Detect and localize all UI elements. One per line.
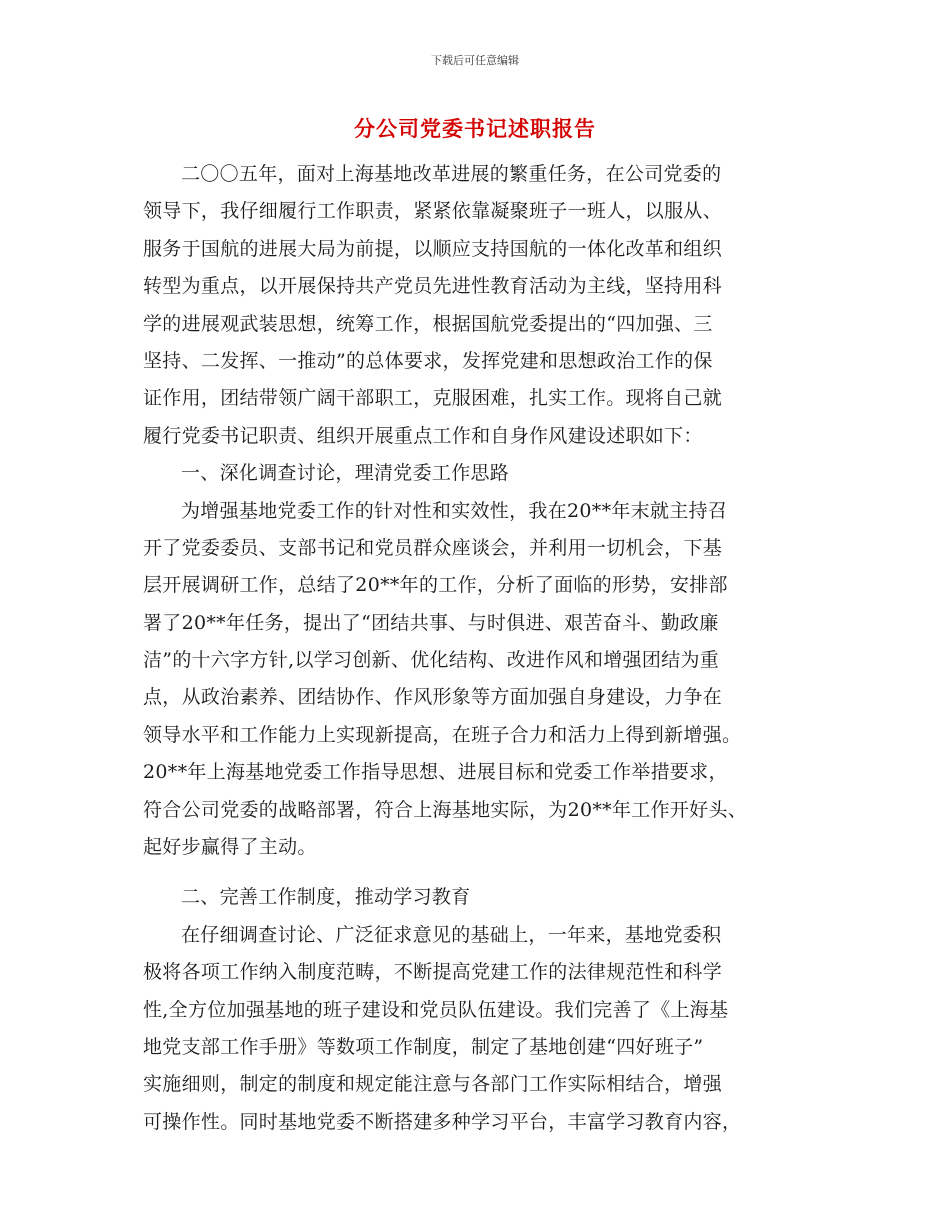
paragraph-line: 证作用，团结带领广阔干部职工，克服困难，扎实工作。现将自己就 bbox=[143, 387, 723, 410]
paragraph-line: 在仔细调查讨论、广泛征求意见的基础上，一年来，基地党委积 bbox=[181, 923, 722, 946]
paragraph-line: 符合公司党委的战略部署，符合上海基地实际，为20**年工作开好头、 bbox=[143, 798, 748, 821]
paragraph-line: 领导下，我仔细履行工作职责，紧紧依靠凝聚班子一班人，以服从、 bbox=[143, 200, 723, 223]
paragraph-line: 开了党委委员、支部书记和党员群众座谈会，并利用一切机会，下基 bbox=[143, 536, 723, 559]
paragraph-line: 洁”的十六字方针,以学习创新、优化结构、改进作风和增强团结为重 bbox=[143, 649, 720, 672]
paragraph-line: 性,全方位加强基地的班子建设和党员队伍建设。我们完善了《上海基 bbox=[143, 998, 729, 1021]
paragraph-line: 地党支部工作手册》等数项工作制度，制定了基地创建“四好班子” bbox=[143, 1035, 704, 1058]
paragraph-line: 实施细则，制定的制度和规定能注意与各部门工作实际相结合，增强 bbox=[143, 1073, 723, 1096]
paragraph-line: 20**年上海基地党委工作指导思想、进展目标和党委工作举措要求， bbox=[143, 761, 728, 784]
paragraph-line: 二〇〇五年，面对上海基地改革进展的繁重任务，在公司党委的 bbox=[181, 163, 722, 185]
paragraph-line: 起好步赢得了主动。 bbox=[143, 836, 317, 859]
paragraph-line: 点，从政治素养、团结协作、作风形象等方面加强自身建设，力争在 bbox=[143, 686, 723, 709]
paragraph-line: 服务于国航的进展大局为前提，以顺应支持国航的一体化改革和组织 bbox=[143, 237, 723, 260]
document-title: 分公司党委书记述职报告 bbox=[354, 116, 596, 141]
paragraph-line: 极将各项工作纳入制度范畴，不断提高党建工作的法律规范性和科学 bbox=[143, 961, 723, 984]
section-heading-2: 二、完善工作制度，推动学习教育 bbox=[181, 886, 471, 909]
header-note: 下载后可任意编辑 bbox=[431, 54, 519, 67]
paragraph-line: 层开展调研工作，总结了20**年的工作，分析了面临的形势，安排部 bbox=[143, 574, 728, 597]
paragraph-line: 为增强基地党委工作的针对性和实效性，我在20**年末就主持召 bbox=[181, 499, 728, 522]
paragraph-line: 转型为重点，以开展保持共产党员先进性教育活动为主线，坚持用科 bbox=[143, 275, 723, 298]
paragraph-line: 履行党委书记职责、组织开展重点工作和自身作风建设述职如下： bbox=[143, 424, 703, 447]
paragraph-line: 署了20**年任务，提出了“团结共事、与时俱进、艰苦奋斗、勤政廉 bbox=[143, 611, 719, 634]
paragraph-line: 学的进展观武装思想，统筹工作，根据国航党委提出的“四加强、三 bbox=[143, 312, 713, 335]
section-heading-1: 一、深化调查讨论，理清党委工作思路 bbox=[181, 462, 510, 485]
paragraph-line: 领导水平和工作能力上实现新提高，在班子合力和活力上得到新增强。 bbox=[143, 723, 742, 746]
paragraph-line: 坚持、二发挥、一推动”的总体要求，发挥党建和思想政治工作的保 bbox=[143, 349, 713, 372]
paragraph-line: 可操作性。同时基地党委不断搭建多种学习平台，丰富学习教育内容， bbox=[143, 1110, 742, 1133]
document-body bbox=[143, 156, 808, 1141]
